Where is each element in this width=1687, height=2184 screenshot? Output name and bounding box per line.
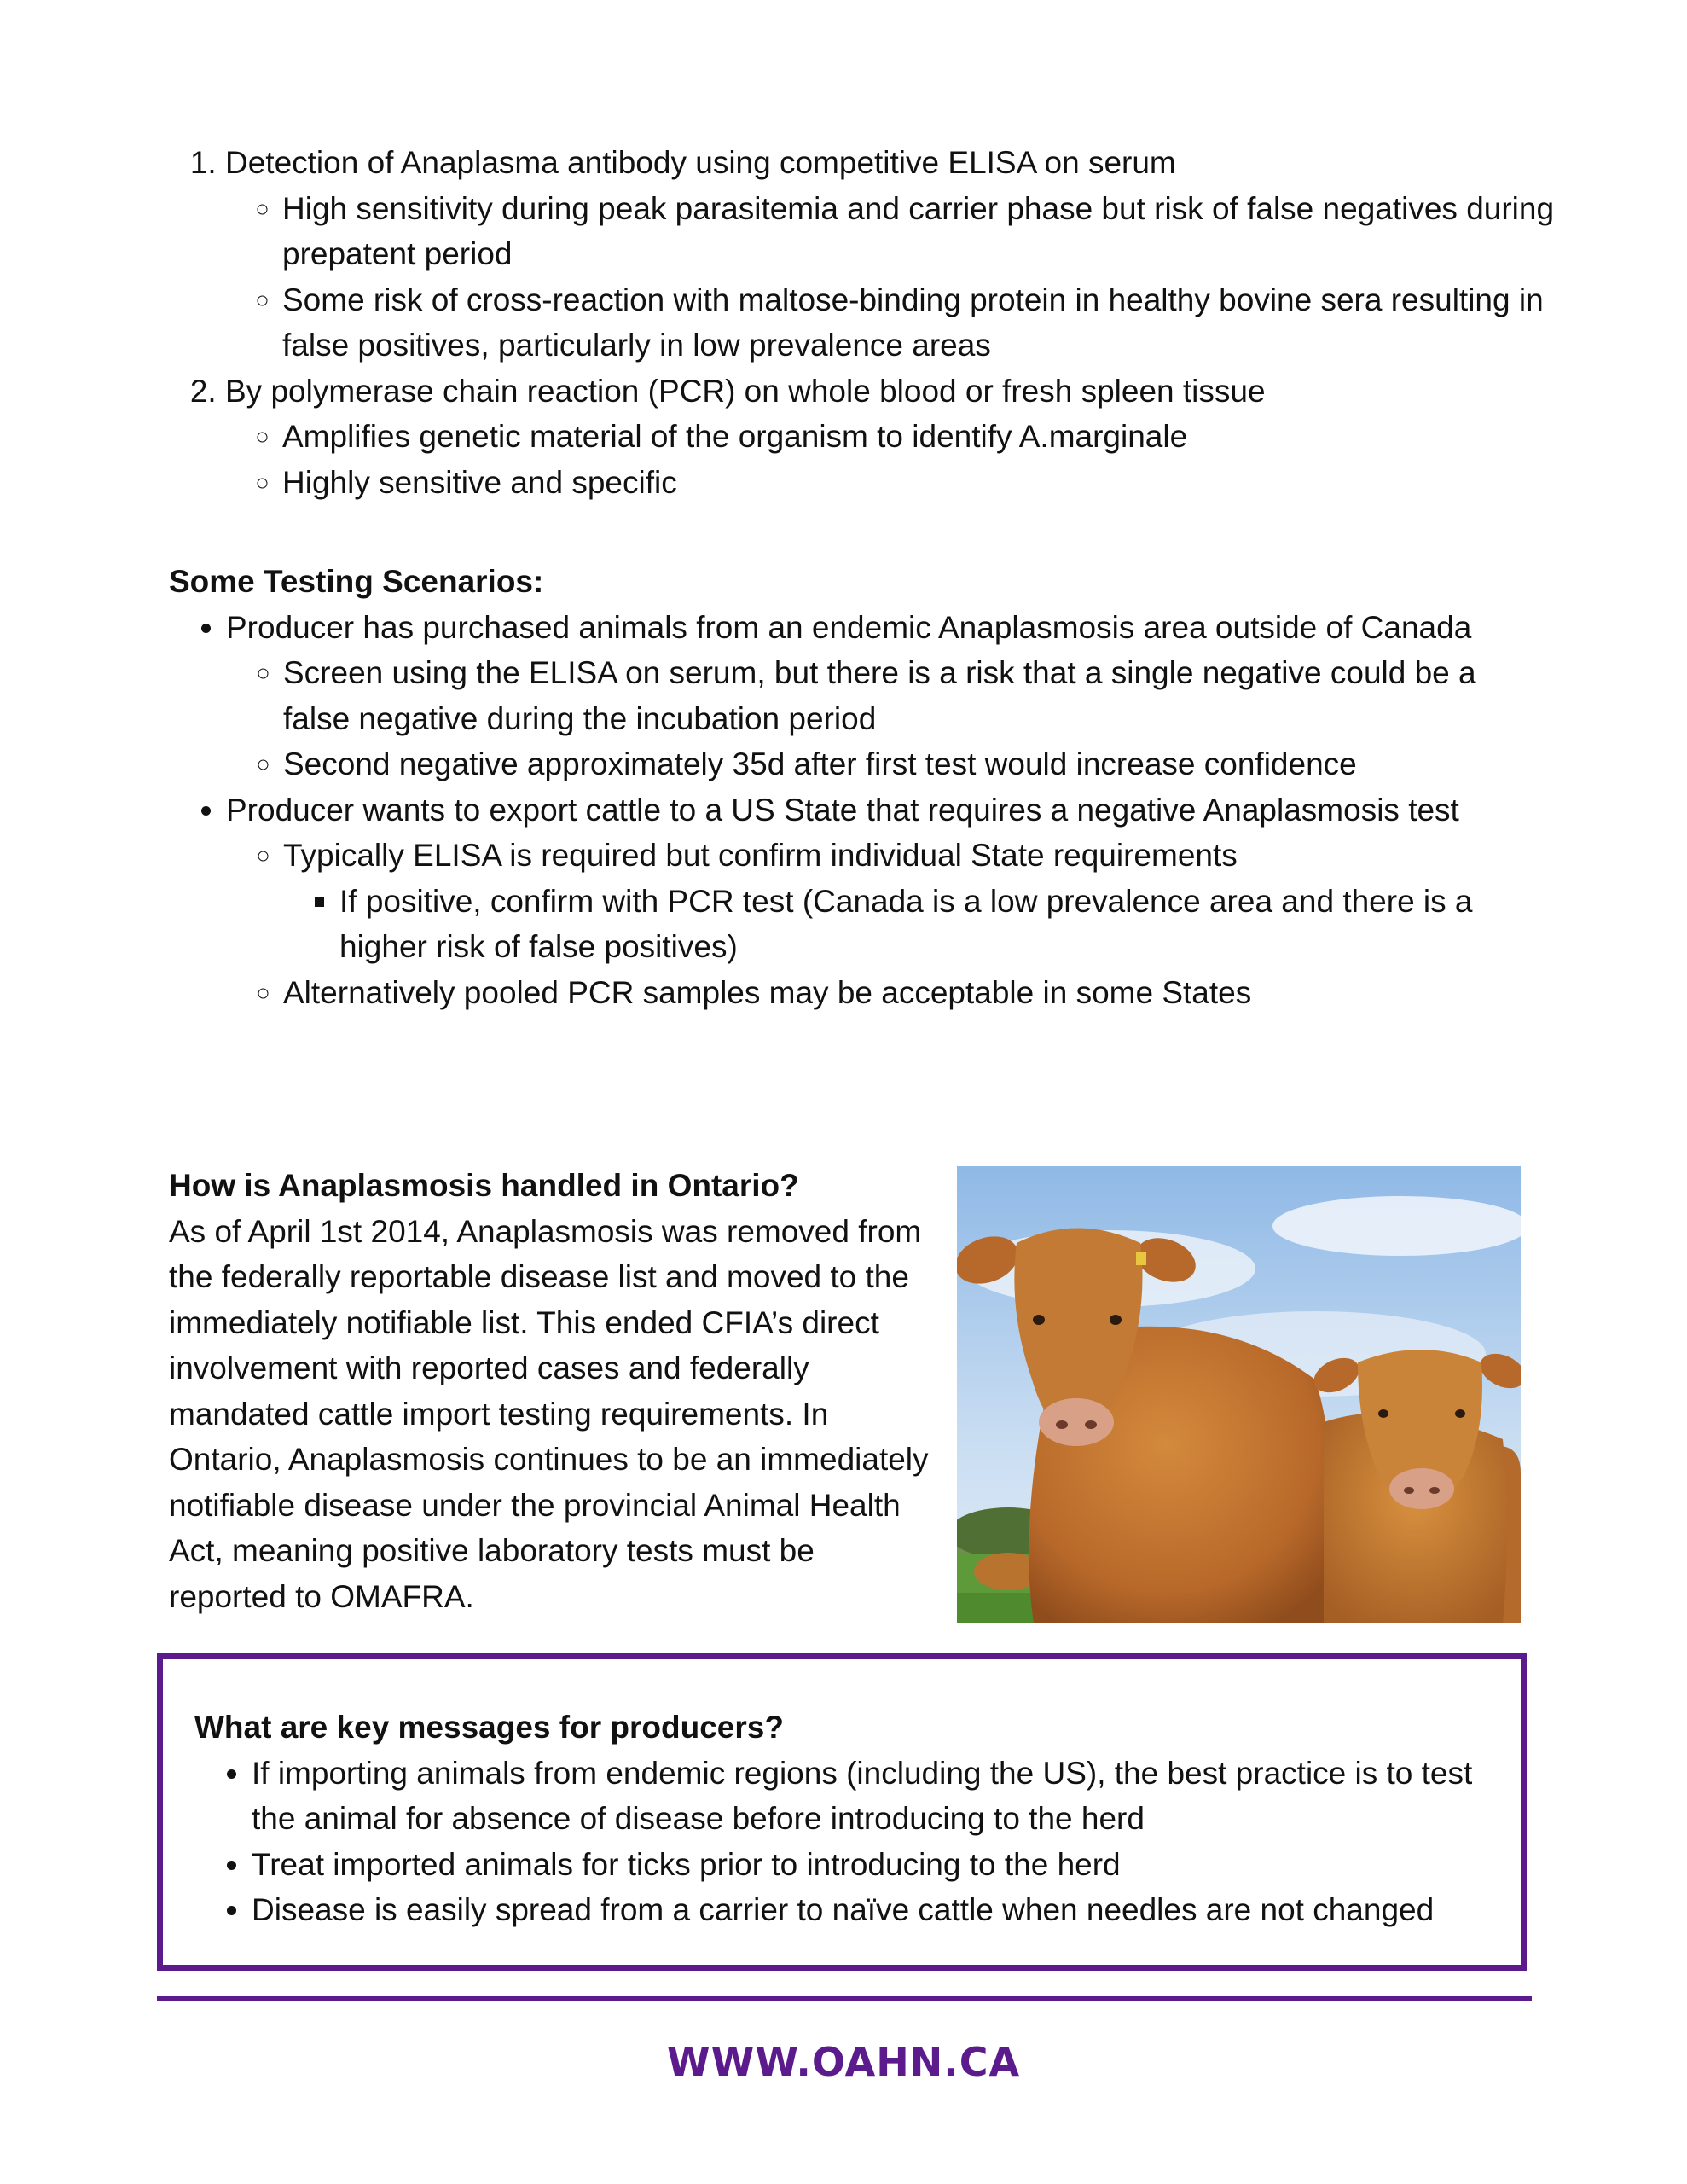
list-item	[283, 970, 1533, 1016]
list-item	[282, 186, 1581, 277]
list-item	[283, 650, 1533, 741]
list-item-text: Alternatively pooled PCR samples may be acceptable in some States	[283, 974, 1252, 1010]
list-item-text: Amplifies genetic material of the organism to identify A.marginale	[282, 419, 1188, 454]
list-item-text: Typically ELISA is required but confirm individual State requirements	[283, 838, 1238, 873]
list-item	[252, 1887, 1508, 1933]
list-item	[283, 741, 1533, 787]
section-heading: How is Anaplasmosis handled in Ontario?	[169, 1168, 799, 1203]
diagnosis-list	[171, 140, 1581, 505]
scenarios-list	[169, 605, 1533, 1016]
list-item	[252, 1842, 1508, 1888]
list-item-text: High sensitivity during peak parasitemia and carrier phase but risk of false negatives during prepatent period	[282, 190, 1555, 271]
list-item-text: Screen using the ELISA on serum, but there is a risk that a single negative could be a false negative during the incubation period	[283, 655, 1476, 736]
list-item-text: If importing animals from endemic regions (including the US), the best practice is to test the animal for absence of disease before introducing to the herd	[252, 1755, 1473, 1836]
list-item-text: Disease is easily spread from a carrier to naïve cattle when needles are not changed	[252, 1892, 1435, 1927]
cattle-photo	[957, 1166, 1521, 1623]
key-messages-box	[157, 1653, 1527, 1971]
list-item	[283, 833, 1533, 970]
diagnosis-item-text: By polymerase chain reaction (PCR) on whole blood or fresh spleen tissue	[225, 373, 1266, 409]
footer-website-link[interactable]: WWW.OAHN.CA	[666, 2039, 1021, 2085]
ontario-body: As of April 1st 2014, Anaplasmosis was removed from the federally reportable disease list and moved to the immediately notifiable list. This ended CFIA’s direct involvement with reported cases and federally mandated cattle import testing requirements. In Ontario, Anaplasmosis continues to be an immediately notifiable disease under the provincial Animal Health Act, meaning positive laboratory tests must be reported to OMAFRA.	[169, 1213, 929, 1614]
list-item	[282, 277, 1581, 369]
list-item	[226, 787, 1533, 1016]
list-item-text: Producer has purchased animals from an endemic Anaplasmosis area outside of Canada	[226, 609, 1472, 645]
list-item-text: Treat imported animals for ticks prior to introducing to the herd	[252, 1846, 1121, 1882]
diagnosis-item-text: Detection of Anaplasma antibody using competitive ELISA on serum	[225, 145, 1176, 180]
footer-divider	[157, 1996, 1532, 2001]
list-item	[252, 1751, 1508, 1842]
list-item	[225, 140, 1581, 369]
key-messages-list	[194, 1751, 1508, 1933]
list-item-text: Second negative approximately 35d after first test would increase confidence	[283, 746, 1357, 781]
list-item	[225, 369, 1581, 506]
list-item-text: Some risk of cross-reaction with maltose-binding protein in healthy bovine sera resulting in false positives, particularly in low prevalence areas	[282, 282, 1544, 363]
section-heading: Some Testing Scenarios:	[169, 564, 544, 599]
key-messages-heading: What are key messages for producers?	[194, 1710, 784, 1745]
ontario-section	[169, 1163, 936, 1619]
list-item	[226, 605, 1533, 787]
list-item	[339, 879, 1533, 970]
list-item	[282, 460, 1581, 506]
list-item	[282, 414, 1581, 460]
list-item-text: Producer wants to export cattle to a US State that requires a negative Anaplasmosis test	[226, 792, 1459, 828]
testing-scenarios-section	[169, 559, 1533, 1015]
list-item-text: Highly sensitive and specific	[282, 464, 677, 500]
list-item-text: If positive, confirm with PCR test (Canada is a low prevalence area and there is a higher risk of false positives)	[339, 883, 1473, 964]
